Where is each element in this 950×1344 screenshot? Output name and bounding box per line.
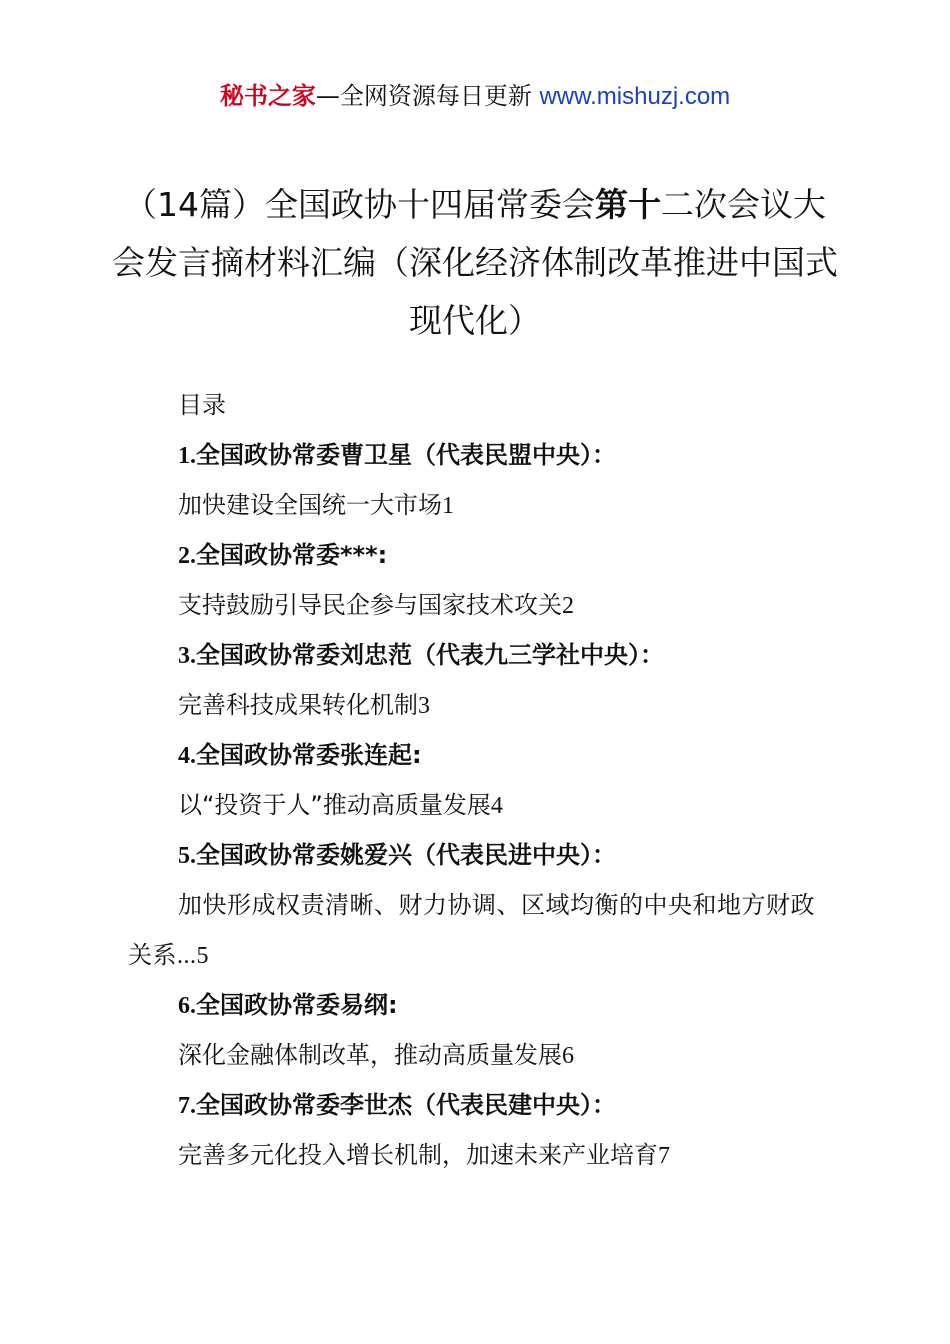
title-part-1: （14篇）全国政协十四届常委会 bbox=[124, 185, 595, 224]
toc-entry-page: 6 bbox=[562, 1043, 574, 1069]
toc-entry-topic[interactable] bbox=[128, 880, 838, 980]
toc-entry-topic[interactable] bbox=[128, 580, 838, 630]
header-tagline: —全网资源每日更新 bbox=[315, 82, 532, 110]
toc-entry-author[interactable] bbox=[128, 430, 838, 480]
toc-entry-topic-text: 完善多元化投入增长机制，加速未来产业培育 bbox=[178, 1141, 658, 1169]
toc-entry-author-name: 全国政协常委刘忠范（代表九三学社中央）： bbox=[196, 641, 664, 669]
toc-entry-number: 6. bbox=[178, 993, 196, 1019]
toc-entry-number: 5. bbox=[178, 843, 196, 869]
toc-entry-page: ...5 bbox=[177, 943, 209, 969]
toc-entry-topic[interactable] bbox=[128, 1130, 838, 1180]
toc-heading: 目录 bbox=[178, 391, 226, 419]
toc-entry-author-name: 全国政协常委李世杰（代表民建中央）： bbox=[196, 1091, 616, 1119]
table-of-contents bbox=[128, 380, 838, 1180]
toc-entry-topic[interactable] bbox=[128, 480, 838, 530]
toc-entry-author[interactable] bbox=[128, 830, 838, 880]
toc-entry-topic-text: 加快形成权责清晰、财力协调、区域均衡的中央和地方财政关系 bbox=[128, 891, 815, 969]
toc-entry-topic-text: 深化金融体制改革，推动高质量发展 bbox=[178, 1041, 562, 1069]
toc-entry-topic-text: 完善科技成果转化机制 bbox=[178, 691, 418, 719]
toc-entry-author-name: 全国政协常委张连起: bbox=[196, 741, 422, 769]
toc-entry-author-name: 全国政协常委曹卫星（代表民盟中央）： bbox=[196, 441, 616, 469]
toc-entry-topic[interactable] bbox=[128, 680, 838, 730]
toc-entry-topic[interactable] bbox=[128, 1030, 838, 1080]
toc-entry-author[interactable] bbox=[128, 630, 838, 680]
toc-entry-author[interactable] bbox=[128, 980, 838, 1030]
title-part-bold: 第十 bbox=[595, 185, 661, 224]
brand-name: 秘书之家 bbox=[219, 82, 316, 110]
toc-entry-page: 4 bbox=[490, 793, 503, 819]
toc-entry-topic-text: 以“投资于人”推动高质量发展 bbox=[178, 791, 491, 819]
header-banner bbox=[0, 80, 950, 113]
toc-entry-author[interactable] bbox=[128, 1080, 838, 1130]
toc-entry-number: 7. bbox=[178, 1093, 196, 1119]
toc-entry-number: 2. bbox=[178, 543, 196, 569]
toc-entry-page: 7 bbox=[658, 1143, 670, 1169]
toc-entry-author[interactable] bbox=[128, 530, 838, 580]
title-part-3: 二次会议大会发言摘材料汇编（深化经济体制改革推进中国式现代化） bbox=[112, 185, 838, 340]
toc-entry-number: 1. bbox=[178, 443, 196, 469]
site-url-link[interactable]: www.mishuzj.com bbox=[539, 83, 731, 110]
toc-entry-topic-text: 加快建设全国统一大市场 bbox=[178, 491, 442, 519]
toc-entry-page: 1 bbox=[442, 493, 454, 519]
toc-entry-author-name: 全国政协常委易纲: bbox=[196, 991, 398, 1019]
document-title bbox=[110, 176, 840, 350]
toc-entry-topic-text: 支持鼓励引导民企参与国家技术攻关 bbox=[178, 591, 562, 619]
toc-entry-number: 4. bbox=[178, 743, 196, 769]
toc-entry-page: 3 bbox=[418, 693, 430, 719]
toc-entry-page: 2 bbox=[562, 593, 574, 619]
toc-entry-author-name: 全国政协常委***: bbox=[196, 541, 388, 569]
toc-entry-author-name: 全国政协常委姚爱兴（代表民进中央）： bbox=[196, 841, 616, 869]
toc-entry-author[interactable] bbox=[128, 730, 838, 780]
toc-entry-number: 3. bbox=[178, 643, 196, 669]
toc-entry-topic[interactable] bbox=[128, 780, 838, 830]
